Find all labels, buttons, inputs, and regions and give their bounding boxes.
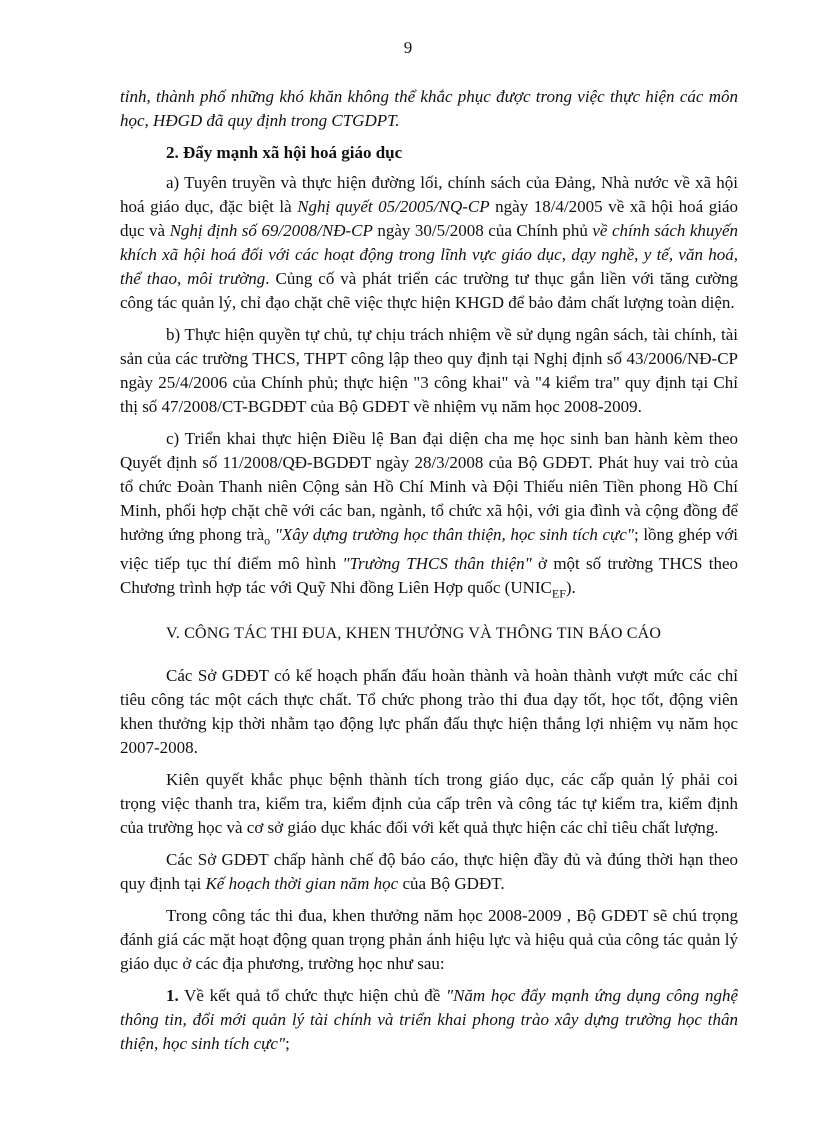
text-run: ; lồng ghép với việc tiếp tục thí điểm mô hình <box>120 525 738 574</box>
section-heading-emulation: V. CÔNG TÁC THI ĐUA, KHEN THƯỞNG VÀ THÔNG TIN BÁO CÁO <box>166 624 662 642</box>
italic-text: Kế hoạch thời gian năm học <box>205 873 399 893</box>
text-run: ). <box>565 578 576 598</box>
text-run: ở một số trường THCS theo Chương trình hợp tác với Quỹ Nhi đồng Liên Hợp quốc (UNIC <box>120 554 738 598</box>
italic-text: "Năm học đẩy mạnh ứng dụng công nghệ thông tin, đổi mới quản lý tài chính và triển khai phong trào xây dựng trường học thân thiện, học sinh tích cực" <box>120 985 738 1053</box>
text-run: ngày 30/5/2008 của Chính phủ <box>372 221 593 240</box>
italic-text: Nghị định số 69/2008/NĐ-CP <box>169 221 373 240</box>
subscript-text: o <box>264 533 271 548</box>
text-run: Các Sở GDĐT chấp hành chế độ báo cáo, thực hiện đầy đủ và đúng thời hạn theo quy định tại <box>120 849 738 893</box>
text-run: ; <box>285 1033 290 1053</box>
list-item-1 <box>120 984 738 1056</box>
paragraph-achievement: Kiên quyết khắc phục bệnh thành tích trong giáo dục, các cấp quản lý phải coi trọng việc thanh tra, kiểm tra, kiểm định của cấp trên và công tác tự kiểm tra, kiểm định của trường học và cơ sở giáo dục khác đối với kết quả thực hiện các chỉ tiêu chất lượng. <box>120 769 738 837</box>
text-run: c) Triển khai thực hiện Điều lệ Ban đại diện cha mẹ học sinh ban hành kèm theo Quyết định số 11/2008/QĐ-BGDĐT ngày 28/3/2008 của Bộ GDĐT. Phát huy vai trò của tổ chức Đoàn Thanh niên Cộng sản Hồ Chí Minh và Đội Thiếu niên Tiền phong Hồ Chí Minh, phối hợp chặt chẽ với các ban, ngành, tổ chức xã hội, với gia đình và cộng đồng để hưởng ứng phong trà <box>120 429 738 544</box>
text-run: ngày 18/4/2005 về xã hội hoá giáo dục và <box>120 197 738 240</box>
paragraph-reporting <box>120 848 738 896</box>
subscript-text: EF <box>551 586 566 601</box>
page-number: 9 <box>403 38 413 57</box>
text-run: Về kết quả tổ chức thực hiện chủ đề <box>178 985 446 1005</box>
text-run: của Bộ GDĐT. <box>398 873 505 893</box>
paragraph-c <box>120 427 738 606</box>
italic-text: về chính sách khuyến khích xã hội hoá đối với các hoạt động trong lĩnh vực giáo dục, dạy nghề, y tế, văn hoá, thể thao, môi trường <box>120 221 738 288</box>
heading-socialization: 2. Đẩy mạnh xã hội hoá giáo dục <box>166 143 403 162</box>
paragraph-b: b) Thực hiện quyền tự chủ, tự chịu trách nhiệm về sử dụng ngân sách, tài chính, tài sản của các trường THCS, THPT công lập theo quy định tại Nghị định số 43/2006/NĐ-CP ngày 25/4/2006 của Chính phủ; thực hiện "3 công khai" và "4 kiểm tra" quy định tại Chỉ thị số 47/2008/CT-BGDĐT của Bộ GDĐT về nhiệm vụ năm học 2008-2009. <box>120 325 738 416</box>
list-number: 1. <box>166 985 179 1005</box>
document-body <box>120 85 738 1064</box>
italic-text: Nghị quyết 05/2005/NQ-CP <box>297 197 490 216</box>
paragraph-continuation <box>120 85 738 133</box>
paragraph-a <box>120 171 738 315</box>
italic-text: tỉnh, thành phố những khó khăn không thể khắc phục được trong việc thực hiện các môn học, HĐGD đã quy định trong CTGDPT. <box>120 87 738 130</box>
text-run: a) Tuyên truyền và thực hiện đường lối, chính sách của Đảng, Nhà nước về xã hội hoá giáo dục, đặc biệt là <box>120 173 738 216</box>
italic-text: "Xây dựng trường học thân thiện, học sinh tích cực" <box>274 525 634 544</box>
text-run: . Củng cố và phát triển các trường tư thục gắn liền với tăng cường công tác quản lý, chỉ đạo chặt chẽ việc thực hiện KHGD để bảo đảm chất lượng toàn diện. <box>120 269 738 312</box>
italic-text: "Trường THCS thân thiện" <box>342 554 532 574</box>
paragraph-evaluation: Trong công tác thi đua, khen thưởng năm học 2008-2009 , Bộ GDĐT sẽ chú trọng đánh giá các mặt hoạt động quan trọng phản ánh hiệu lực và hiệu quả của công tác quản lý giáo dục ở các địa phương, trường học như sau: <box>120 905 738 973</box>
paragraph-plan: Các Sở GDĐT có kế hoạch phấn đấu hoàn thành và hoàn thành vượt mức các chỉ tiêu công tác một cách thực chất. Tổ chức phong trào thi đua dạy tốt, học tốt, động viên khen thưởng kịp thời nhằm tạo động lực phấn đấu thực hiện thắng lợi nhiệm vụ năm học 2007-2008. <box>120 665 738 757</box>
